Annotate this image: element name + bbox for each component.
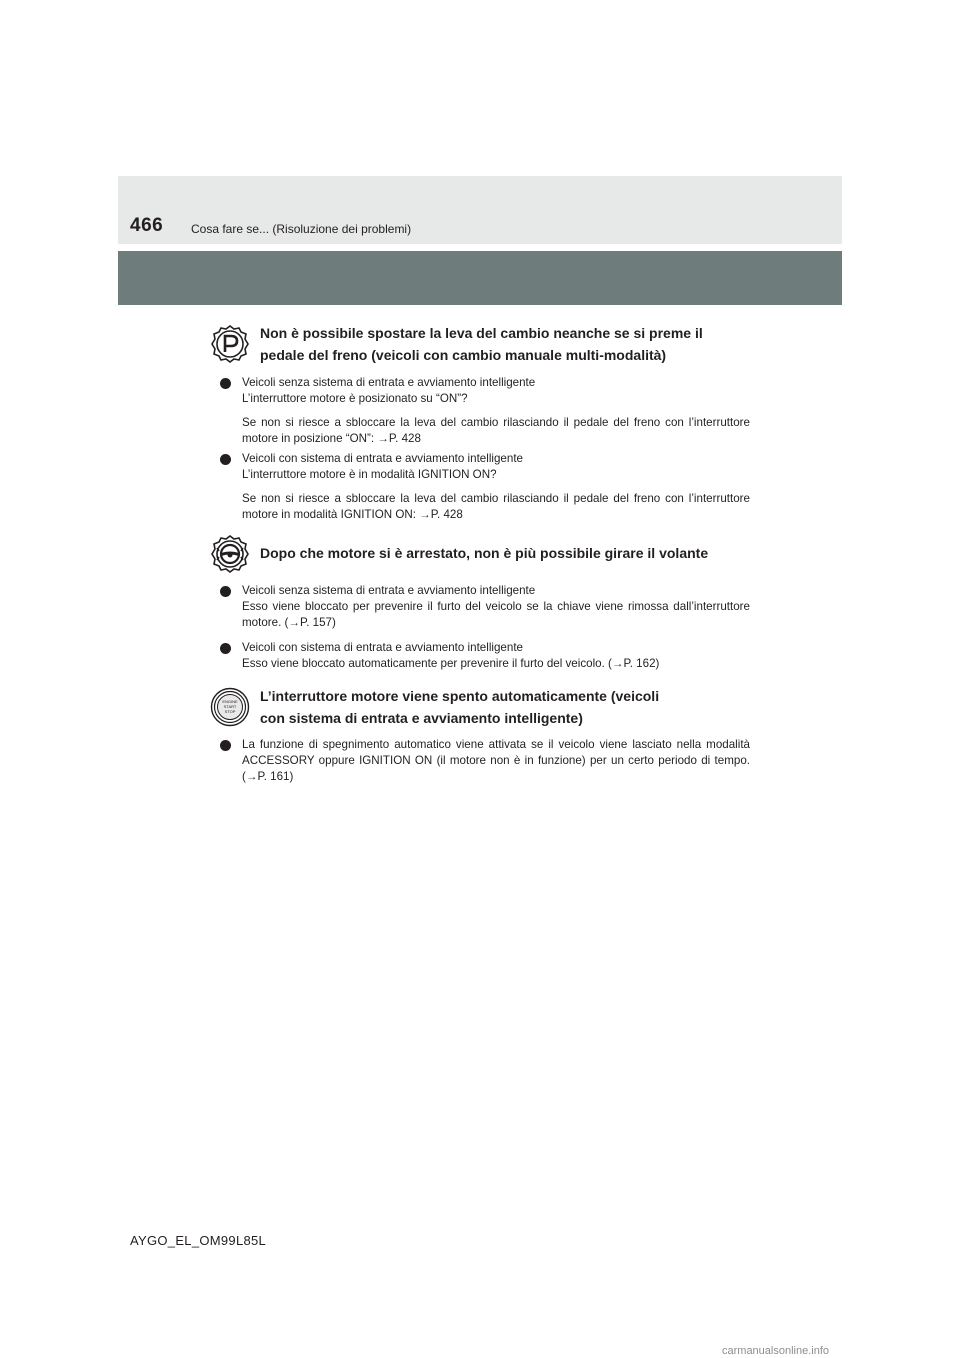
chapter-bar xyxy=(118,251,842,305)
park-p-gear-icon xyxy=(210,324,250,364)
section-heading: Non è possibile spostare la leva del cambio neanche se si preme il pedale del freno (veicoli con cambio manuale multi-modalità) xyxy=(260,325,703,363)
bullet-icon xyxy=(220,378,231,389)
item-description: Esso viene bloccato per prevenire il furto del veicolo se la chiave viene rimossa dall’interruttore motore. (→P. 157) xyxy=(242,600,750,629)
document-code: AYGO_EL_OM99L85L xyxy=(130,1233,267,1248)
item-question: L’interruttore motore è posizionato su “ON”? xyxy=(242,392,468,405)
list-item xyxy=(220,451,750,523)
steering-wheel-lock-icon xyxy=(210,534,250,574)
item-remedy: Se non si riesce a sbloccare la leva del cambio rilasciando il pedale del freno con l’interruttore motore in posizione “ON”: →P. 428 xyxy=(242,416,750,445)
section-title: Cosa fare se... (Risoluzione dei problemi) xyxy=(191,222,412,236)
list-item xyxy=(220,737,750,785)
icon-label: STOP xyxy=(224,709,236,714)
bullet-icon xyxy=(220,643,231,654)
watermark: carmanualsonline.info xyxy=(722,1345,830,1357)
section-heading: Dopo che motore si è arrestato, non è più possibile girare il volante xyxy=(260,545,709,561)
item-description: Esso viene bloccato automaticamente per prevenire il furto del veicolo. (→P. 162) xyxy=(242,657,660,670)
engine-start-stop-button-icon xyxy=(210,687,250,727)
item-condition: Veicoli con sistema di entrata e avviamento intelligente xyxy=(242,641,523,654)
list-item xyxy=(220,640,750,672)
item-condition: Veicoli senza sistema di entrata e avviamento intelligente xyxy=(242,376,536,389)
item-remedy: Se non si riesce a sbloccare la leva del cambio rilasciando il pedale del freno con l’interruttore motore in modalità IGNITION ON: →P. 428 xyxy=(242,492,750,521)
list-item xyxy=(220,375,750,447)
bullet-icon xyxy=(220,586,231,597)
list-item xyxy=(220,583,750,631)
section-heading: L’interruttore motore viene spento automaticamente (veicoli con sistema di entrata e avviamento intelligente) xyxy=(260,688,660,726)
bullet-icon xyxy=(220,740,231,751)
item-question: L’interruttore motore è in modalità IGNITION ON? xyxy=(242,468,497,481)
icon-label: ENGINE xyxy=(222,699,238,704)
item-condition: Veicoli senza sistema di entrata e avviamento intelligente xyxy=(242,584,536,597)
item-description: La funzione di spegnimento automatico viene attivata se il veicolo viene lasciato nella modalità ACCESSORY oppure IGNITION ON (il motore non è in funzione) per un certo periodo di tempo. (→P. 161) xyxy=(242,738,750,783)
bullet-icon xyxy=(220,454,231,465)
page-number: 466 xyxy=(130,215,164,236)
item-condition: Veicoli con sistema di entrata e avviamento intelligente xyxy=(242,452,523,465)
icon-label: START xyxy=(223,704,237,709)
